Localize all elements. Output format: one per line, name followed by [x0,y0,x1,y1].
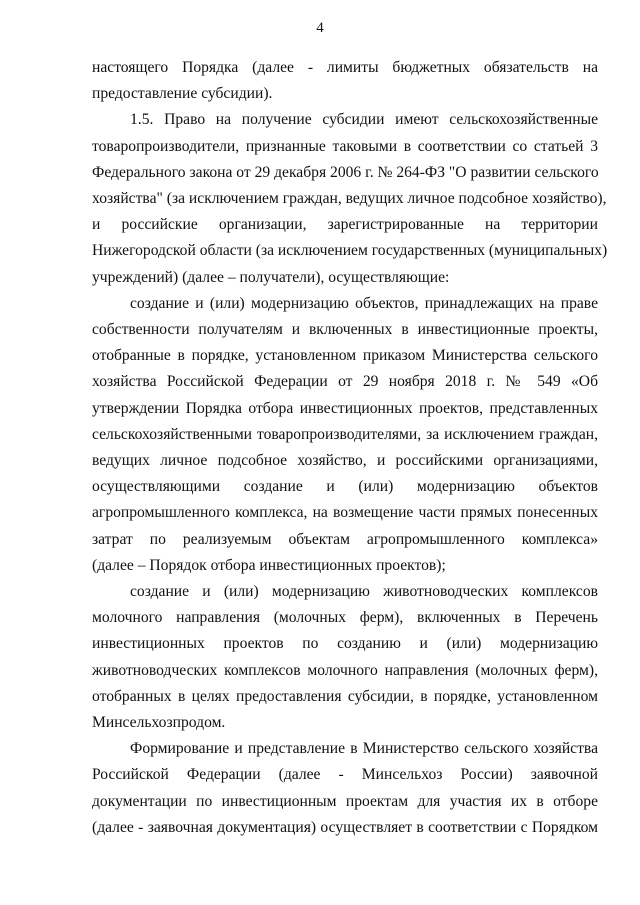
text-line: товаропроизводители, признанные таковыми в соответствии со статьей 3 [92,137,598,155]
text-line: инвестиционных проектов по созданию и (или) модернизацию [92,635,598,653]
text-line: учреждений) (далее – получатели), осуществляющие: [92,268,450,286]
text-line: собственности получателям и включенных в инвестиционные проекты, [92,321,598,339]
text-line: осуществляющими создание и (или) модернизацию объектов [92,478,598,496]
text-line: Минсельхозпродом. [92,714,226,732]
paragraph [92,579,598,736]
text-line: хозяйства Российской Федерации от 29 ноября 2018 г. № 549 «Об [92,373,598,391]
paragraph [92,291,598,579]
text-line: хозяйства" (за исключением граждан, ведущих личное подсобное хозяйство), [92,190,607,208]
text-line: Формирование и представление в Министерство сельского хозяйства [130,740,598,758]
paragraph [92,736,598,841]
text-line: Нижегородской области (за исключением государственных (муниципальных) [92,242,608,260]
document-body [92,55,608,841]
text-line: отобранные в порядке, установленном приказом Министерства сельского [92,347,598,365]
text-line: отобранных в целях предоставления субсидии, в порядке, установленном [92,687,598,705]
paragraph [92,107,608,290]
page-number: 4 [316,20,324,36]
text-line: документации по инвестиционным проектам для участия их в отборе [92,792,598,810]
text-line: предоставление субсидии). [92,85,273,103]
text-line: Российской Федерации (далее - Минсельхоз России) заявочной [92,766,598,784]
text-line: животноводческих комплексов молочного направления (молочных ферм), [92,661,598,679]
text-line: агропромышленного комплекса, на возмещение части прямых понесенных [92,504,598,522]
text-line: 1.5. Право на получение субсидии имеют сельскохозяйственные [130,111,598,129]
text-line: Федерального закона от 29 декабря 2006 г. № 264-ФЗ "О развитии сельского [92,163,599,181]
text-line: настоящего Порядка (далее - лимиты бюджетных обязательств на [92,59,598,76]
text-line: утверждении Порядка отбора инвестиционных проектов, представленных [92,399,598,417]
text-line: сельскохозяйственными товаропроизводителями, за исключением граждан, [92,425,598,443]
text-line: затрат по реализуемым объектам агропромышленного комплекса» [92,530,598,548]
text-line: молочного направления (молочных ферм), включенных в Перечень [92,609,598,627]
text-line: создание и (или) модернизацию животноводческих комплексов [130,583,598,601]
paragraph [92,55,598,107]
text-line: и российские организации, зарегистрированные на территории [92,216,598,234]
text-line: (далее – Порядок отбора инвестиционных проектов); [92,556,446,574]
text-line: (далее - заявочная документация) осуществляет в соответствии с Порядком [92,818,598,836]
text-line: ведущих личное подсобное хозяйство, и российскими организациями, [92,452,598,470]
text-line: создание и (или) модернизацию объектов, принадлежащих на праве [130,294,598,312]
